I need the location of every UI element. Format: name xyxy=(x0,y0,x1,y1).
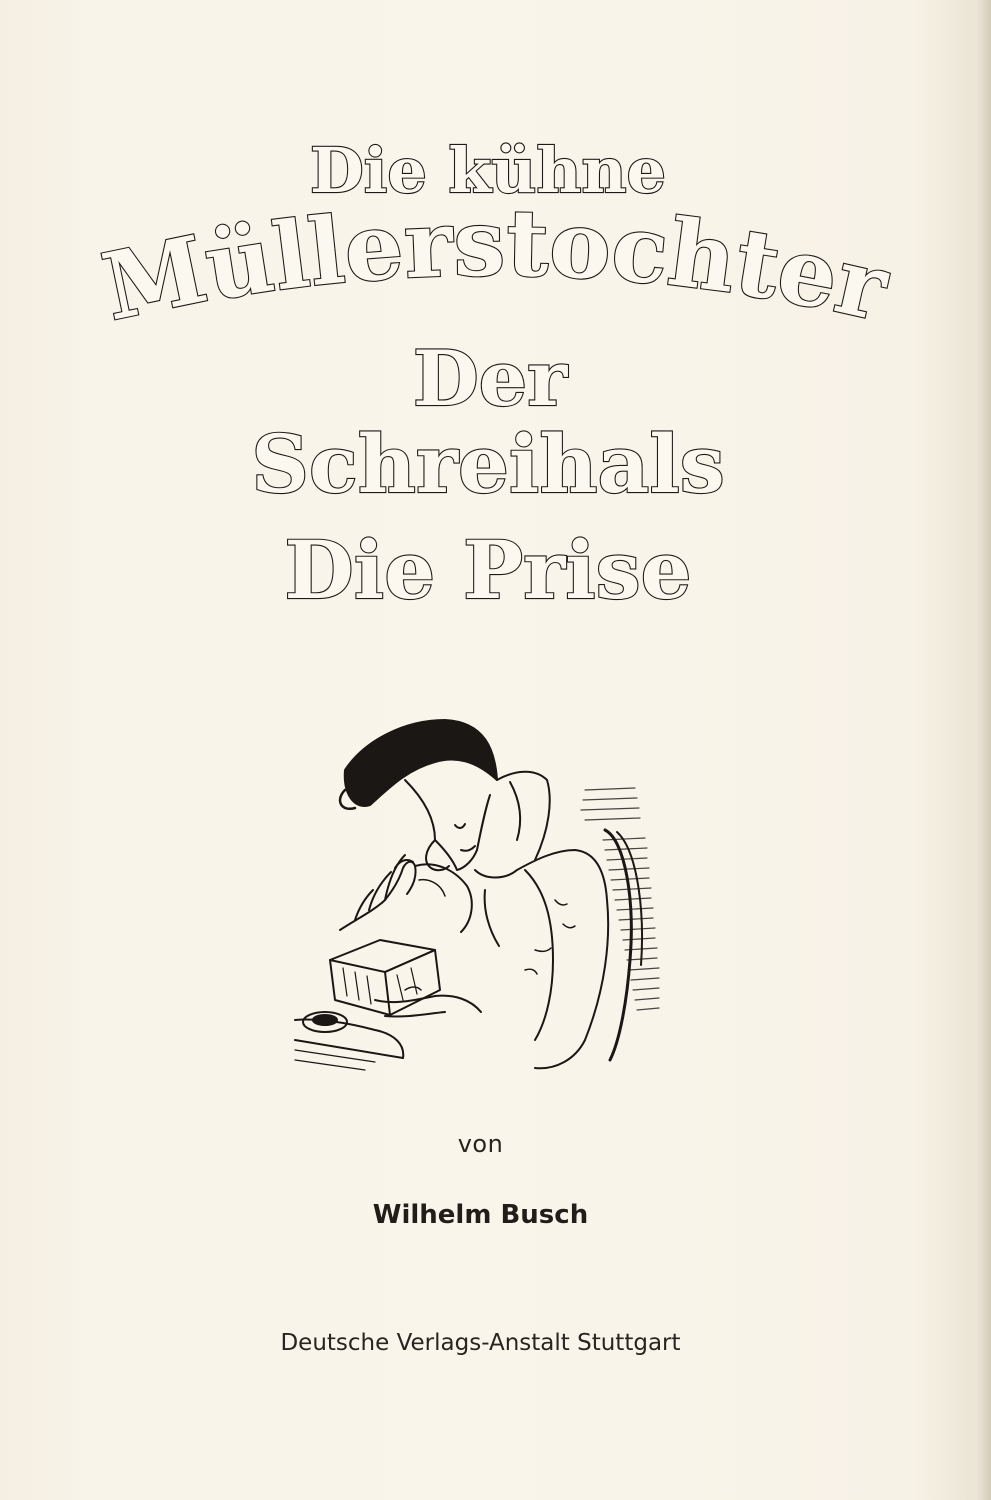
title-line-4: Schreihals xyxy=(251,417,725,511)
title-line-3: Der xyxy=(412,334,568,423)
author-name: Wilhelm Busch xyxy=(372,1200,589,1230)
man-with-snuffbox-illustration xyxy=(285,700,675,1090)
title-line-5: Die Prise xyxy=(284,523,692,617)
byline-von: von xyxy=(457,1130,504,1158)
publisher-name: Deutsche Verlags-Anstalt Stuttgart xyxy=(280,1330,681,1356)
title-block xyxy=(0,0,991,640)
title-line-1: Die kühne xyxy=(310,134,666,207)
title-line-2: Müllerstochter xyxy=(94,188,898,343)
